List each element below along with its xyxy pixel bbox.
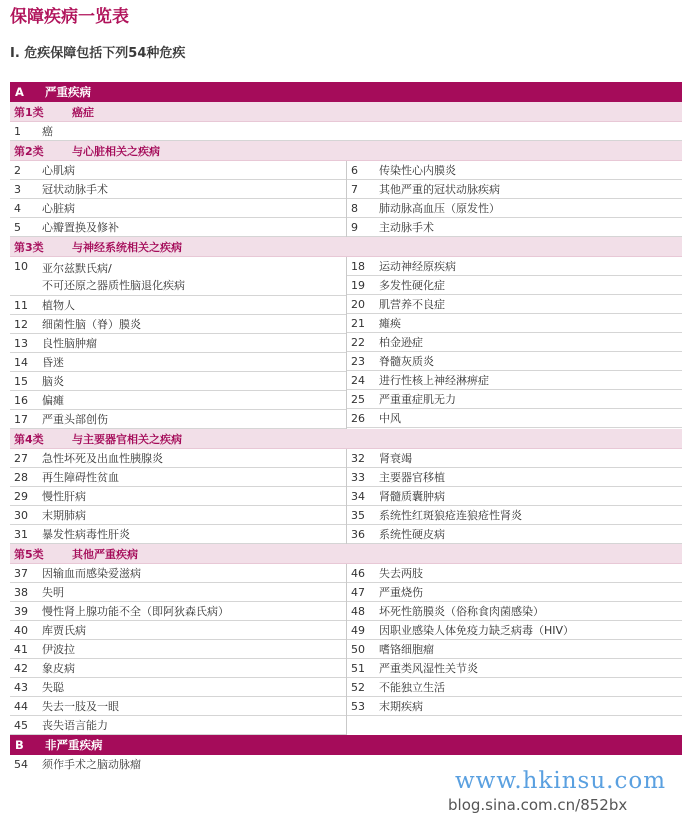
item-name: 多发性硬化症 [379,278,445,292]
item-number: 28 [14,470,28,484]
list-item [10,353,346,372]
item-number: 6 [351,163,358,177]
list-item [347,257,682,276]
item-name: 再生障碍性贫血 [42,470,119,484]
item-name: 因输血而感染爱滋病 [42,566,141,580]
item-number: 27 [14,451,28,465]
category-rows-5 [10,564,682,735]
list-item [347,352,682,371]
list-item [10,218,346,237]
item-number: 37 [14,566,28,580]
item-number: 26 [351,411,365,425]
item-name: 冠状动脉手术 [42,182,108,196]
category-rows-1 [10,122,682,141]
item-number: 7 [351,182,358,196]
item-number: 23 [351,354,365,368]
category-header-5 [10,544,682,564]
item-number: 9 [351,220,358,234]
item-number: 44 [14,699,28,713]
item-number: 50 [351,642,365,656]
item-name: 急性坏死及出血性胰腺炎 [42,451,163,465]
list-item [10,697,346,716]
list-item [347,449,682,468]
item-name: 失明 [42,585,64,599]
item-number: 31 [14,527,28,541]
list-item [10,506,346,525]
list-item [10,678,346,697]
category-code: 第2类 [14,144,44,158]
section-label: 非严重疾病 [45,738,103,752]
watermark-url: www.hkinsu.com [455,768,667,794]
item-name-line-2: 不可还原之器质性脑退化疾病 [42,279,185,292]
right-column [346,122,682,141]
item-number: 13 [14,336,28,350]
list-item [347,697,682,716]
item-name: 暴发性病毒性肝炎 [42,527,130,541]
item-name: 昏迷 [42,355,64,369]
item-name: 丧失语言能力 [42,718,108,732]
category-label: 与主要器官相关之疾病 [72,432,182,446]
item-number: 17 [14,412,28,426]
category-rows-3 [10,257,682,429]
category-code: 第4类 [14,432,44,446]
list-item [10,122,346,141]
item-number: 4 [14,201,21,215]
item-name: 细菌性脑（脊）膜炎 [42,317,141,331]
list-item [347,468,682,487]
item-number: 10 [14,260,28,273]
section-header-b [10,735,682,755]
category-code: 第1类 [14,105,44,119]
item-name: 坏死性筋膜炎（俗称食肉菌感染） [379,604,544,618]
item-number: 41 [14,642,28,656]
list-item [347,409,682,428]
item-name: 严重头部创伤 [42,412,108,426]
list-item [347,218,682,237]
item-name: 不能独立生活 [379,680,445,694]
category-label: 与神经系统相关之疾病 [72,240,182,254]
list-item [10,564,346,583]
list-item [347,602,682,621]
item-number: 53 [351,699,365,713]
item-number: 47 [351,585,365,599]
item-number: 43 [14,680,28,694]
item-name: 脑炎 [42,374,64,388]
list-item [10,410,346,429]
category-rows-2 [10,161,682,237]
list-item [10,468,346,487]
item-number: 29 [14,489,28,503]
list-item [10,180,346,199]
list-item [347,506,682,525]
list-item [10,659,346,678]
item-name: 肌营养不良症 [379,297,445,311]
item-number: 48 [351,604,365,618]
item-number: 20 [351,297,365,311]
list-item [10,199,346,218]
list-item [347,314,682,333]
item-name: 严重重症肌无力 [379,392,456,406]
item-name: 末期疾病 [379,699,423,713]
list-item [10,487,346,506]
item-number: 51 [351,661,365,675]
list-item [347,564,682,583]
item-number: 5 [14,220,21,234]
item-name: 偏瘫 [42,393,64,407]
category-header-3 [10,237,682,257]
list-item [347,295,682,314]
item-name: 象皮病 [42,661,75,675]
list-item [10,334,346,353]
list-item [347,371,682,390]
item-name: 癌 [42,124,53,138]
item-number: 35 [351,508,365,522]
item-number: 3 [14,182,21,196]
page-subtitle: I. 危疾保障包括下列54种危疾 [10,46,186,61]
item-name: 嗜铬细胞瘤 [379,642,434,656]
list-item [347,640,682,659]
page-title: 保障疾病一览表 [10,7,129,27]
item-number: 42 [14,661,28,675]
item-name: 植物人 [42,298,75,312]
item-number: 33 [351,470,365,484]
item-name: 失聪 [42,680,64,694]
item-name: 失去两肢 [379,566,423,580]
item-number: 40 [14,623,28,637]
item-name: 中风 [379,411,401,425]
item-name: 系统性硬皮病 [379,527,445,541]
list-item [347,390,682,409]
item-number: 19 [351,278,365,292]
section-code: A [15,85,24,99]
list-item [347,180,682,199]
category-code: 第3类 [14,240,44,254]
list-item [347,583,682,602]
list-item [347,276,682,295]
item-number: 36 [351,527,365,541]
item-name: 末期肺病 [42,508,86,522]
item-name: 伊波拉 [42,642,75,656]
item-name: 慢性肝病 [42,489,86,503]
list-item [347,161,682,180]
item-number: 15 [14,374,28,388]
item-number: 46 [351,566,365,580]
item-name: 因职业感染人体免疫力缺乏病毒（HIV） [379,623,575,637]
item-name: 失去一肢及一眼 [42,699,119,713]
category-rows-4 [10,449,682,544]
item-name: 脊髓灰质炎 [379,354,434,368]
category-label: 其他严重疾病 [72,547,138,561]
item-name: 严重类风湿性关节炎 [379,661,478,675]
item-name: 心肌病 [42,163,75,177]
item-name: 运动神经原疾病 [379,259,456,273]
item-name: 心瓣置换及修补 [42,220,119,234]
list-item [10,716,346,735]
list-item [10,602,346,621]
item-number: 49 [351,623,365,637]
category-label: 癌症 [72,105,94,119]
item-number: 21 [351,316,365,330]
item-name: 须作手术之脑动脉瘤 [42,758,141,771]
list-item [10,449,346,468]
list-item [347,487,682,506]
left-column [10,449,346,544]
item-number: 2 [14,163,21,177]
empty-cell [346,122,682,141]
item-name: 其他严重的冠状动脉疾病 [379,182,500,196]
item-number: 52 [351,680,365,694]
item-number: 54 [14,758,28,771]
item-name: 严重烧伤 [379,585,423,599]
category-header-4 [10,429,682,449]
item-number: 1 [14,124,21,138]
list-item [10,257,346,296]
category-code: 第5类 [14,547,44,561]
list-item [10,296,346,315]
category-header-1 [10,102,682,122]
list-item [347,621,682,640]
item-number: 22 [351,335,365,349]
list-item [10,525,346,544]
list-item [347,659,682,678]
list-item [10,640,346,659]
item-number: 12 [14,317,28,331]
item-name: 良性脑肿瘤 [42,336,97,350]
watermark-blog: blog.sina.com.cn/852bx [448,796,628,814]
item-name: 肾衰竭 [379,451,412,465]
item-number: 30 [14,508,28,522]
item-number: 16 [14,393,28,407]
list-item [10,621,346,640]
section-code: B [15,738,24,752]
item-name: 柏金逊症 [379,335,423,349]
item-name: 肺动脉高血压（原发性） [379,201,500,215]
category-label: 与心脏相关之疾病 [72,144,160,158]
item-number: 32 [351,451,365,465]
list-item [347,333,682,352]
item-name-line-1: 亚尔兹默氏病/ [42,262,112,275]
left-column [10,257,346,429]
list-item [10,391,346,410]
item-name: 主动脉手术 [379,220,434,234]
right-column [346,449,682,544]
item-name: 传染性心内膜炎 [379,163,456,177]
item-number: 34 [351,489,365,503]
item-number: 25 [351,392,365,406]
list-item [10,372,346,391]
item-number: 38 [14,585,28,599]
item-number: 11 [14,298,28,312]
item-number: 14 [14,355,28,369]
item-number: 18 [351,259,365,273]
item-number: 39 [14,604,28,618]
left-column [10,122,346,141]
item-name: 慢性肾上腺功能不全（即阿狄森氏病） [42,604,229,618]
item-name [42,260,185,294]
item-name: 库贾氏病 [42,623,86,637]
item-number: 8 [351,201,358,215]
left-column [10,564,346,735]
list-item [347,525,682,544]
list-item [347,199,682,218]
right-column [346,564,682,735]
item-number: 24 [351,373,365,387]
list-item [10,161,346,180]
disease-table [10,82,682,774]
right-column [346,257,682,429]
section-label: 严重疾病 [45,85,91,99]
category-header-2 [10,141,682,161]
left-column [10,161,346,237]
item-name: 瘫痪 [379,316,401,330]
list-item [347,678,682,697]
item-name: 肾髓质囊肿病 [379,489,445,503]
item-name: 系统性红斑狼疮连狼疮性肾炎 [379,508,522,522]
list-item [10,315,346,334]
right-column [346,161,682,237]
section-header-a [10,82,682,102]
item-name: 主要器官移植 [379,470,445,484]
item-number: 45 [14,718,28,732]
item-name: 心脏病 [42,201,75,215]
item-name: 进行性核上神经淋痹症 [379,373,489,387]
list-item [10,583,346,602]
